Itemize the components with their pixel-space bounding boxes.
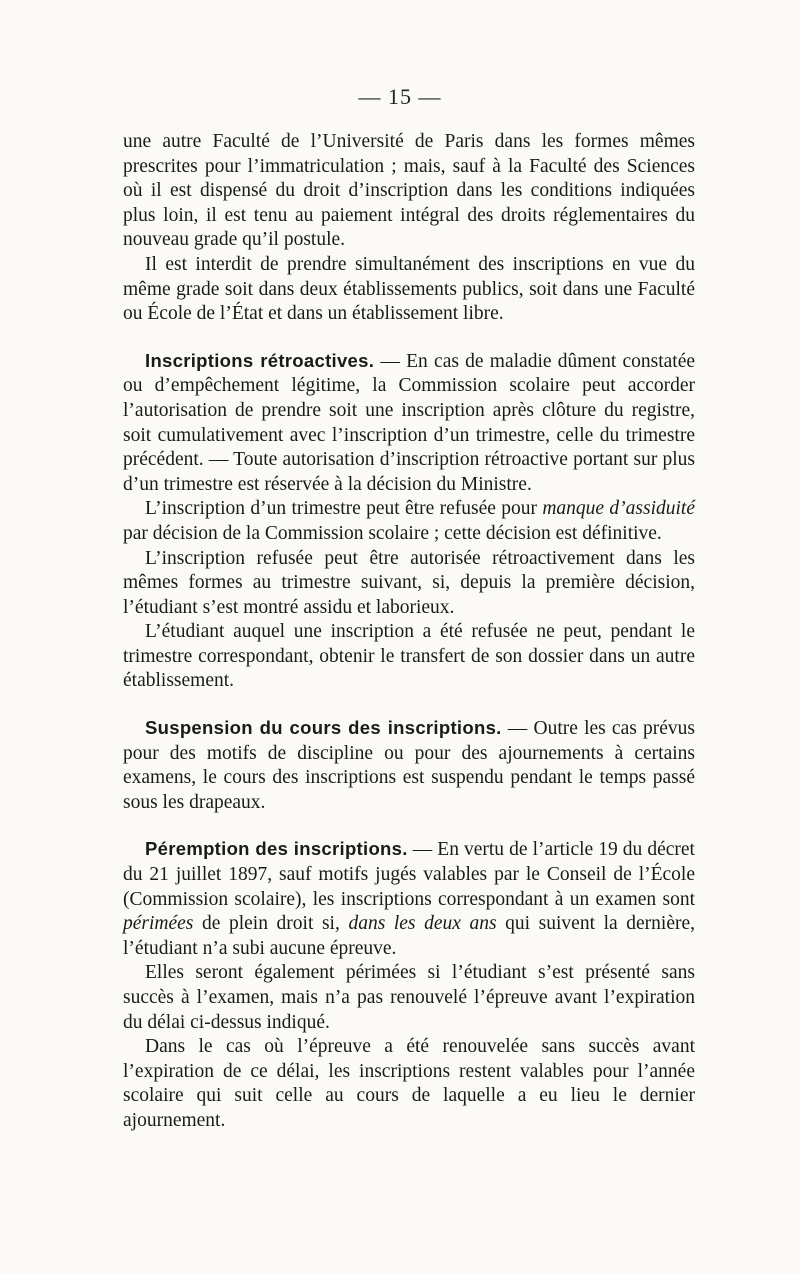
italic-deux-ans: dans les deux ans — [348, 913, 497, 935]
section-heading-suspension: Suspension du cours des inscriptions. — [145, 717, 502, 739]
paragraph-continuation: une autre Faculté de l’Université de Paris dans les formes mêmes prescrites pour l’immatriculation ; mais, sauf à la Faculté des Sciences où il est dispensé du droit d’inscription dans les conditions indiquées plus loin, il est tenu au paiement intégral des droits réglementaires du nouveau grade qu’il postule. — [123, 131, 695, 251]
italic-perimees: périmées — [123, 913, 194, 935]
paragraph-valid-inscriptions: Dans le cas où l’épreuve a été renouvelée sans succès avant l’expiration de ce délai, les inscriptions restent valables pour l’année scolaire qui suit celle au cours de laquelle a eu lieu le dernier ajournement. — [123, 1036, 695, 1131]
text-span: de plein droit si, — [193, 913, 349, 935]
section-retroactives-intro — [123, 349, 695, 498]
page-number: — 15 — — [358, 84, 442, 109]
section-suspension-intro — [123, 716, 695, 815]
section-suspension-text: — Outre les cas prévus pour des motifs de discipline ou pour des ajournements à certains examens, le cours des inscriptions est suspendu pendant le temps passé sous les drapeaux. — [123, 718, 695, 813]
text-span: qui suivent la dernière, l’étudiant n’a subi aucune épreuve. — [123, 913, 695, 959]
text-span: par décision de la Commission scolaire ; cette décision est définitive. — [123, 522, 662, 544]
italic-manque-assiduite: manque d’assiduité — [542, 498, 695, 520]
paragraph-simultaneous: Il est interdit de prendre simultanément des inscriptions en vue du même grade soit dans deux établissements publics, soit dans une Faculté ou École de l’État et dans un établissement libre. — [123, 253, 695, 325]
paragraph-refused-inscription — [123, 497, 695, 546]
text-span: — En vertu de l’article 19 du décret du 21 juillet 1897, sauf motifs jugés valables par le Conseil de l’École (Commission scolaire), les inscriptions correspondant à un examen sont — [123, 839, 695, 910]
section-heading-retroactives: Inscriptions rétroactives. — [145, 349, 375, 371]
section-retroactives-text: — En cas de maladie dûment constatée ou d’empêchement légitime, la Commission scolaire peut accorder l’autorisation de prendre soit une inscription après clôture du registre, soit cumulativement avec l’inscription d’un trimestre, celle du trimestre précédent. — Toute autorisation d’inscription rétroactive portant sur plus d’un trimestre est réservée à la décision du Ministre. — [123, 350, 696, 495]
paragraph-retroactive-authorization: L’inscription refusée peut être autorisée rétroactivement dans les mêmes formes au trimestre suivant, si, depuis la première décision, l’étudiant s’est montré assidu et laborieux. — [123, 547, 695, 618]
paragraph-transfer: L’étudiant auquel une inscription a été refusée ne peut, pendant le trimestre correspondant, obtenir le transfert de son dossier dans un autre établissement. — [123, 621, 695, 692]
body-text — [123, 130, 695, 1134]
section-peremption-intro — [123, 837, 695, 961]
paragraph-perimees-failure: Elles seront également périmées si l’étudiant s’est présenté sans succès à l’examen, mais n’a pas renouvelé l’épreuve avant l’expiration du délai ci-dessus indiqué. — [123, 962, 695, 1033]
section-heading-peremption: Péremption des inscriptions. — [145, 838, 408, 860]
text-span: L’inscription d’un trimestre peut être refusée pour — [145, 498, 543, 520]
